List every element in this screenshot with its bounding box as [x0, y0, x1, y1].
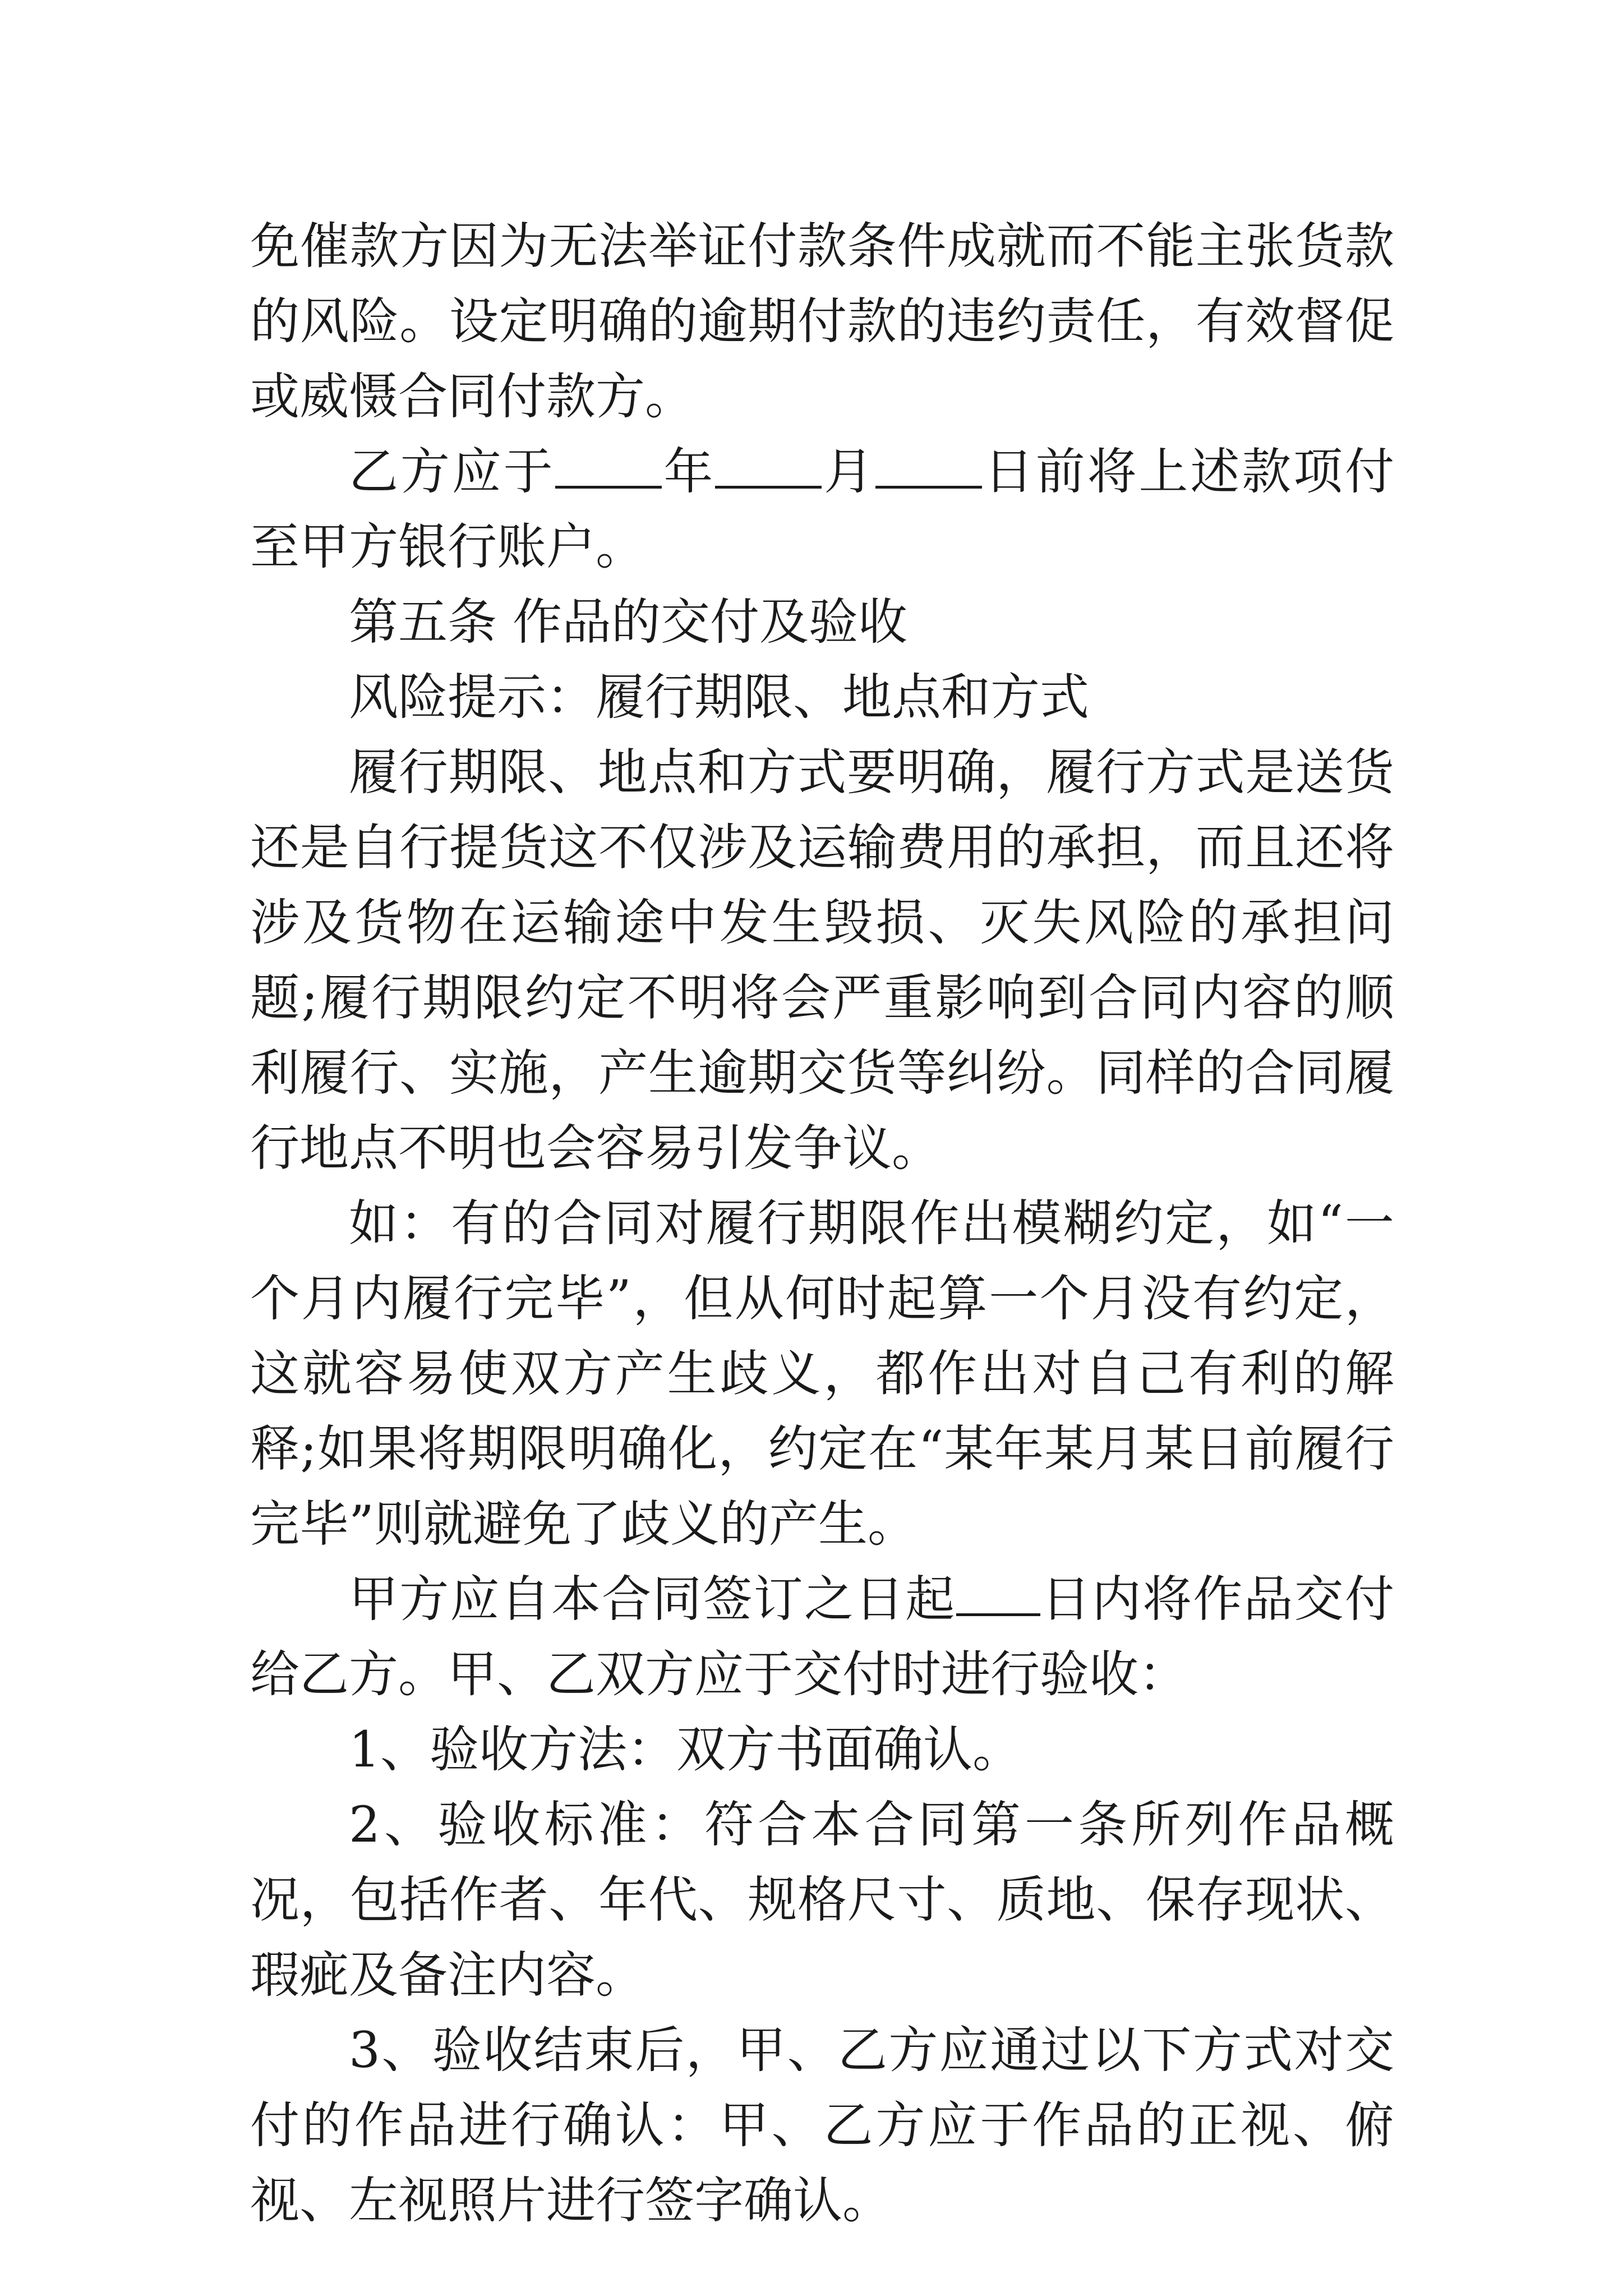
section-heading-article-5: 第五条 作品的交付及验收: [349, 593, 907, 651]
delivery-deadline-text-1: 甲方应自本合同签订之日起: [349, 1570, 956, 1628]
delivery-deadline-text-2: 日内将作品交付给乙方。甲、乙双方应于交付时进行验收：: [250, 1570, 1394, 1703]
paragraph-payment-deadline: [250, 434, 1394, 585]
acceptance-item-3: 3、验收结束后，甲、乙方应通过以下方式对交付的作品进行确认：甲、乙方应于作品的正视、俯视、左视照片进行签字确认。: [250, 2021, 1394, 2229]
blank-year-field: [555, 444, 662, 489]
payment-deadline-text-2: 年: [661, 443, 716, 500]
blank-day-field: [875, 444, 982, 489]
payment-deadline-text-1: 乙方应于: [349, 443, 555, 500]
blank-days-field: [956, 1571, 1040, 1616]
paragraph-delivery-deadline: [250, 1562, 1394, 1712]
paragraph-example: 如：有的合同对履行期限作出模糊约定，如“一个月内履行完毕”，但从何时起算一个月没有约定，这就容易使双方产生歧义，都作出对自己有利的解释;如果将期限明确化，约定在“某年某月某日前履行完毕”则就避免了歧义的产生。: [250, 1194, 1394, 1553]
document-body: [250, 209, 1394, 2238]
risk-tip-heading: 风险提示：履行期限、地点和方式: [349, 668, 1090, 726]
paragraph-payment-risk: 免催款方因为无法举证付款条件成就而不能主张货款的风险。设定明确的逾期付款的违约责任，有效督促或威慑合同付款方。: [250, 217, 1394, 425]
payment-deadline-text-3: 月: [822, 443, 875, 500]
acceptance-item-2: 2、验收标准：符合本合同第一条所列作品概况，包括作者、年代、规格尺寸、质地、保存现状、瑕疵及备注内容。: [250, 1796, 1394, 2004]
blank-month-field: [715, 444, 822, 489]
paragraph-performance-terms: 履行期限、地点和方式要明确，履行方式是送货还是自行提货这不仅涉及运输费用的承担，而且还将涉及货物在运输途中发生毁损、灭失风险的承担问题;履行期限约定不明将会严重影响到合同内容的顺利履行、实施，产生逾期交货等纠纷。同样的合同履行地点不明也会容易引发争议。: [250, 743, 1394, 1177]
payment-deadline-text-4: 日前将上述款项付至甲方银行账户。: [250, 443, 1394, 576]
acceptance-item-1: 1、验收方法：双方书面确认。: [349, 1720, 1022, 1778]
